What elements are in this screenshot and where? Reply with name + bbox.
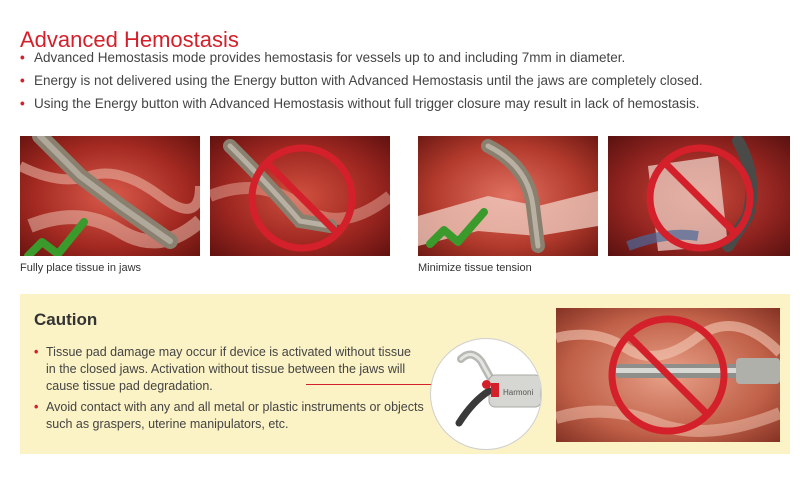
caution-item (34, 344, 424, 395)
surgical-photo-excess-tension (608, 136, 790, 256)
caution-item (34, 399, 424, 433)
page-title: Advanced Hemostasis (20, 26, 239, 52)
bullet-text: Advanced Hemostasis mode provides hemostasis for vessels up to and including 7mm in diameter. (34, 50, 626, 65)
bullet-marker: • (34, 400, 39, 414)
surgical-photo-correct-placement (20, 136, 200, 256)
bullet-text: Using the Energy button with Advanced Hemostasis without full trigger closure may result in lack of hemostasis. (34, 96, 700, 111)
bullet-marker: • (34, 345, 39, 359)
surgical-photo-incorrect-placement (210, 136, 390, 256)
bullet-item (20, 92, 790, 115)
bullet-item (20, 46, 790, 69)
bullet-item (20, 69, 790, 92)
device-label: Harmoni (503, 388, 534, 397)
bullet-marker: • (20, 73, 25, 88)
caution-title: Caution (34, 310, 98, 329)
device-jaw-illustration (430, 338, 542, 450)
caption-fully-place-tissue: Fully place tissue in jaws (20, 262, 142, 274)
tissue-pad-photo (556, 308, 780, 442)
surgical-photo-minimal-tension (418, 136, 598, 256)
bullet-text: Energy is not delivered using the Energy button with Advanced Hemostasis until the jaws are completely closed. (34, 73, 703, 88)
caution-list (34, 344, 424, 437)
bullet-marker: • (20, 50, 25, 65)
intro-bullet-list (20, 46, 790, 115)
caption-minimize-tension: Minimize tissue tension (418, 262, 532, 274)
caution-item-text: Tissue pad damage may occur if device is activated without tissue in the closed jaws. Activation without tissue between the jaws will cause tissue pad degradation. (46, 345, 411, 393)
bullet-marker: • (20, 96, 25, 111)
callout-pointer-dot (482, 380, 491, 389)
caution-item-text: Avoid contact with any and all metal or plastic instruments or objects such as graspers, uterine manipulators, etc. (46, 400, 424, 431)
caution-panel (20, 294, 790, 454)
